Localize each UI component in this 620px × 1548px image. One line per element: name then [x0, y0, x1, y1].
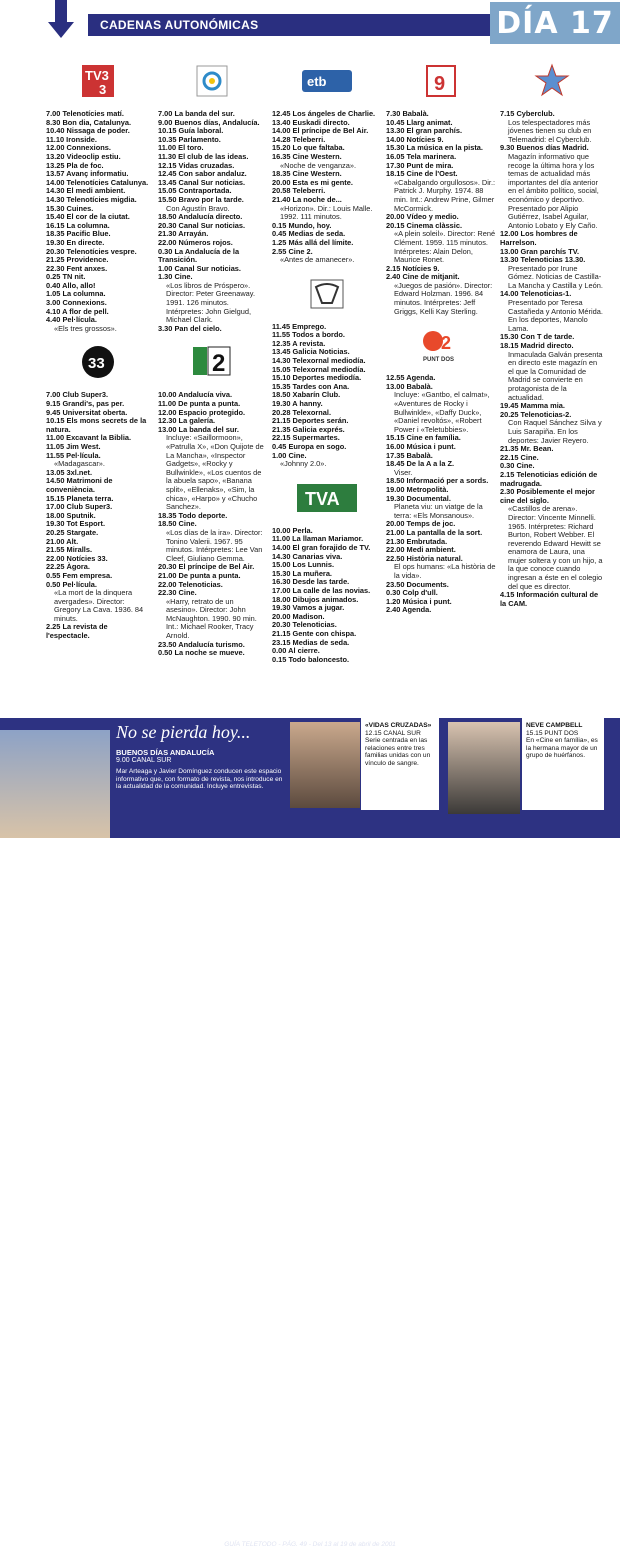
- program-title: 15.30 La música en la pista.: [386, 143, 483, 153]
- schedule-entry: [46, 623, 150, 640]
- punt-dos-logo-icon: [421, 327, 461, 363]
- series-photo: [290, 722, 360, 808]
- program-title: 9.15 Grandi's, pas per.: [46, 399, 125, 409]
- program-note: Incluye: «Saillormoon», «Patrulla X», «Don Quijote de La Mancha», «Inspector Gadgets», «Rocky y Bullwinkle», «Los cuentos de la abuela sapo», «Banana split», «Ellenaks», «Sim, la chica», «Harpo» y «Chucho Sanchez».: [166, 433, 264, 512]
- program-title: 21.55 Miralls.: [46, 545, 93, 555]
- promo-item-2-text: Serie centrada en las relaciones entre tres familias unidas con un vínculo de sangre.: [365, 737, 431, 767]
- svg-text:3: 3: [99, 82, 107, 97]
- program-title: 22.00 Números rojos.: [158, 237, 233, 247]
- schedule-list: [272, 110, 382, 265]
- program-title: 19.30 Tot Esport.: [46, 519, 106, 529]
- svg-text:2: 2: [441, 333, 452, 354]
- program-title: 14.50 Matrimoni de conveniència.: [46, 476, 113, 494]
- program-title: 21.30 Embrutada.: [386, 536, 448, 546]
- program-title: 20.00 Esta es mi gente.: [272, 177, 353, 187]
- program-title: 11.00 De punta a punta.: [158, 399, 241, 409]
- program-title: 17.00 La calle de las novias.: [272, 585, 371, 595]
- program-title: 20.00 Madison.: [272, 611, 325, 621]
- schedule-entry: [158, 649, 266, 658]
- program-title: 2.25 La revista de l'espectacle.: [46, 622, 108, 641]
- program-title: 20.30 Canal Sur noticias.: [158, 220, 246, 230]
- program-title: 16.15 La columna.: [46, 220, 110, 230]
- schedule-entry: [386, 222, 496, 265]
- program-title: 11.00 La llaman Mariamor.: [272, 534, 364, 544]
- program-note: «Juegos de pasión». Director: Edward Holzman. 1996. 84 minutos. Intérpretes: Jeff Griggs, Kelli Kay Sterling.: [394, 280, 493, 316]
- program-title: 15.30 Cuines.: [46, 203, 94, 213]
- program-title: 0.15 Mundo, hoy.: [272, 220, 332, 230]
- program-note: Con Agustín Bravo.: [166, 203, 230, 213]
- promo-item-1-time: 9.00 CANAL SUR: [116, 757, 172, 764]
- program-title: 21.35 Galicia exprés.: [272, 424, 345, 434]
- program-note: «Madagascar».: [54, 459, 105, 469]
- program-note: «Antes de amanecer».: [280, 255, 355, 265]
- canal9-logo-icon: [426, 65, 456, 97]
- program-title: 1.05 La columna.: [46, 289, 106, 299]
- program-title: 20.30 Telenotícies vespre.: [46, 246, 137, 256]
- program-title: 18.50 Xabarín Club.: [272, 390, 341, 400]
- program-note: Presentado por Irune Gómez. Noticias de Castilla-La Mancha y Castilla y León.: [508, 263, 603, 290]
- etb-logo: [272, 58, 382, 104]
- day-title: DÍA 17: [490, 2, 620, 44]
- tv3-logo: [46, 58, 150, 104]
- schedule-entry: [158, 426, 266, 512]
- program-title: 10.40 Nissaga de poder.: [46, 126, 130, 136]
- program-title: 21.35 Mr. Bean.: [500, 444, 554, 454]
- program-title: 21.15 Deportes serán.: [272, 416, 349, 426]
- program-title: 7.00 Telenotícies matí.: [46, 109, 124, 118]
- schedule-entry: [158, 520, 266, 563]
- program-title: 8.30 Bon dia, Catalunya.: [46, 117, 132, 127]
- program-title: 14.00 Telenoticias-1.: [500, 289, 572, 299]
- program-title: 16.35 Cine Western.: [272, 151, 342, 161]
- program-title: 18.50 Andalucía directo.: [158, 212, 243, 222]
- program-title: 16.30 Desde las tarde.: [272, 577, 350, 587]
- program-title: 20.30 Telenoticias.: [272, 620, 337, 630]
- program-title: 12.00 Espacio protegido.: [158, 407, 246, 417]
- program-title: 17.35 Babalà.: [386, 450, 433, 460]
- program-title: 13.57 Avanç informatiu.: [46, 169, 129, 179]
- program-title: 0.15 Todo baloncesto.: [272, 654, 350, 664]
- program-note: «Castillos de arena». Director: Vincente Minnelli. 1965. Intérpretes: Richard Burton, Robert Webber. El reverendo Edward Hewitt se enamora de Laura, una mujer soltera y con un hijo, a la que conoce cuando ingresan a éste en el colegio del que es director.: [508, 504, 603, 591]
- program-note: «Los días de la ira». Director: Tonino Valerii. 1967. 95 minutos. Intérpretes: Lee Van Cleef, Giuliano Gemma.: [166, 527, 263, 563]
- schedule-entry: [46, 452, 150, 469]
- program-title: 13.45 Canal Sur noticias.: [158, 177, 246, 187]
- program-title: 23.15 Medias de seda.: [272, 637, 350, 647]
- promo-item-3-time: 15.15 PUNT DOS: [526, 729, 579, 737]
- program-title: 14.00 El gran forajido de TV.: [272, 542, 371, 552]
- canal-sur-logo-icon: [196, 65, 228, 97]
- program-title: 12.35 A revista.: [272, 338, 326, 348]
- tvg-logo: [272, 271, 382, 317]
- program-title: 21.00 La pantalla de la sort.: [386, 527, 483, 537]
- channel-column-2: [158, 58, 266, 658]
- schedule-entry: [500, 144, 604, 230]
- down-arrow-icon: [48, 0, 74, 40]
- program-title: 0.45 Medias de seda.: [272, 229, 346, 239]
- program-title: 9.45 Universitat oberta.: [46, 407, 128, 417]
- program-title: 0.30 La Andalucía de la Transición.: [158, 246, 240, 265]
- schedule-entry: [500, 110, 604, 144]
- presenter-photo: [0, 730, 110, 838]
- promo-item-3-name: NEVE CAMPBELL: [526, 722, 583, 729]
- program-title: 21.25 Providence.: [46, 255, 109, 265]
- schedule-entry: [46, 316, 150, 333]
- program-title: 4.40 Pel·lícula.: [46, 315, 97, 325]
- program-title: 14.30 El medi ambient.: [46, 186, 126, 196]
- program-title: 0.40 Allo, allo!: [46, 280, 96, 290]
- program-title: 10.00 Andalucía viva.: [158, 390, 233, 400]
- program-title: 17.30 Punt de mira.: [386, 160, 454, 170]
- program-title: 15.30 Con T de tarde.: [500, 332, 575, 342]
- program-title: 2.15 Notícies 9.: [386, 263, 440, 273]
- program-title: 15.30 La muñera.: [272, 568, 332, 578]
- program-title: 4.10 A flor de pell.: [46, 306, 109, 316]
- program-title: 14.00 Notícies 9.: [386, 134, 444, 144]
- program-title: 0.30 Colp d'ull.: [386, 588, 438, 598]
- program-note: Inmaculada Galván presenta en directo este magazín en el que la Comunidad de Madrid se convierte en protagonista de la actualidad.: [508, 349, 603, 402]
- schedule-entry: [272, 196, 382, 222]
- program-title: 18.50 Cine.: [158, 519, 197, 529]
- program-title: 2.55 Cine 2.: [272, 246, 313, 256]
- program-title: 23.50 Documents.: [386, 579, 449, 589]
- schedule-entry: [386, 273, 496, 316]
- schedule-list: [386, 110, 496, 316]
- program-title: 10.15 Guía laboral.: [158, 126, 224, 136]
- svg-text:etb: etb: [307, 74, 327, 89]
- program-title: 21.40 La noche de...: [272, 194, 342, 204]
- punt-dos-logo: [386, 322, 496, 368]
- section-title: CADENAS AUTONÓMICAS: [88, 14, 490, 36]
- program-note: Incluye: «Gantbo, el calmat», «Aventures de Rocky i Bullwinkle», «Daffy Duck», «Daniel revoltós», «Robert Power i «Teletubbies».: [394, 390, 490, 434]
- tva-logo-icon: [297, 484, 357, 512]
- program-title: 0.25 TN nit.: [46, 272, 86, 282]
- program-title: 14.30 Telenotícies migdia.: [46, 194, 137, 204]
- program-title: 3.00 Connexions.: [46, 298, 107, 308]
- schedule-entry: [386, 555, 496, 581]
- program-title: 22.25 Àgora.: [46, 562, 90, 572]
- program-title: 11.45 Emprego.: [272, 321, 327, 331]
- program-note: «Harry, retrato de un asesino». Director: John McNaughton. 1990. 90 min. Int.: Michael Rooker, Tracy Arnold.: [166, 596, 257, 641]
- schedule-list: [272, 323, 382, 469]
- program-title: 15.40 El cor de la ciutat.: [46, 212, 130, 222]
- program-title: 13.40 Euskadi directo.: [272, 117, 350, 127]
- schedule-entry: [158, 325, 266, 334]
- program-note: Presentado por Teresa Castañeda y Antonio Mérida. En los deportes, Manolo Lama.: [508, 298, 603, 333]
- svg-text:9: 9: [434, 73, 446, 95]
- program-title: 16.00 Música i punt.: [386, 442, 456, 451]
- schedule-entry: [386, 383, 496, 435]
- program-title: 0.55 Fem empresa.: [46, 570, 113, 580]
- schedule-list: [158, 110, 266, 333]
- program-title: 1.30 Cine.: [158, 272, 193, 282]
- etb-logo-icon: [302, 70, 352, 92]
- program-title: 10.00 Perla.: [272, 525, 313, 535]
- program-title: 10.15 Els mons secrets de la natura.: [46, 416, 147, 434]
- program-note: «La mort de la dinquera avergades». Director: Gregory La Cava. 1936. 84 minuts.: [54, 588, 144, 623]
- program-title: 12.00 Los hombres de Harrelson.: [500, 229, 578, 247]
- program-title: 2.40 Cine de mitjanit.: [386, 272, 460, 282]
- program-title: 15.15 Planeta terra.: [46, 493, 114, 503]
- k33-logo-icon: [81, 345, 115, 379]
- program-title: 11.05 Jim West.: [46, 442, 101, 451]
- schedule-list: [46, 110, 150, 333]
- schedule-entry: [500, 488, 604, 591]
- promo-title: No se pierda hoy...: [116, 722, 251, 742]
- promo-item-2-name: «VIDAS CRUZADAS»: [365, 722, 432, 729]
- program-title: 18.35 Todo deporte.: [158, 510, 228, 520]
- program-title: 21.00 Alt.: [46, 536, 79, 546]
- svg-text:PUNT DOS: PUNT DOS: [423, 357, 455, 364]
- promo-item-1-text: Mar Arteaga y Javier Domínguez conducen este espacio informativo que, con formato de revista, nos introduce en la actualidad de la comunidad. Incluye entrevistas.: [116, 768, 283, 791]
- program-title: 7.30 Babalà.: [386, 109, 429, 118]
- schedule-entry: [46, 477, 150, 494]
- program-title: 20.58 Teleberri.: [272, 186, 326, 196]
- schedule-entry: [272, 153, 382, 170]
- program-title: 18.45 De la A a la Z.: [386, 459, 455, 469]
- program-title: 17.00 Club Super3.: [46, 502, 113, 512]
- schedule-entry: [46, 581, 150, 624]
- program-title: 13.20 Videoclip estiu.: [46, 151, 121, 161]
- program-title: 13.00 La banda del sur.: [158, 424, 239, 434]
- program-title: 19.00 Metropolità.: [386, 484, 449, 494]
- promo-item-2-time: 12.15 CANAL SUR: [365, 729, 421, 737]
- channel-column-4: [386, 58, 496, 615]
- program-title: 12.45 Con sabor andaluz.: [158, 169, 247, 179]
- schedule-entry: [272, 452, 382, 469]
- program-title: 20.25 Stargate.: [46, 527, 99, 537]
- program-title: 1.00 Cine.: [272, 450, 307, 460]
- tva-logo: [272, 475, 382, 521]
- program-title: 0.00 Al cierre.: [272, 646, 320, 656]
- program-title: 22.00 Telenoticias.: [158, 579, 223, 589]
- program-title: 22.00 Medi ambient.: [386, 545, 456, 555]
- program-title: 13.45 Galicia Noticias.: [272, 347, 350, 357]
- program-note: «Els tres grossos».: [54, 323, 117, 333]
- program-title: 0.50 La noche se mueve.: [158, 648, 245, 658]
- program-title: 10.45 Llarg animat.: [386, 117, 453, 127]
- schedule-entry: [272, 248, 382, 265]
- program-note: «A plein soleil». Director: René Clément. 1959. 115 minutos. Intérpretes: Alain Delon, Maurice Ronet.: [394, 229, 496, 265]
- program-note: Viser.: [394, 467, 413, 477]
- program-title: 22.15 Supermartes.: [272, 433, 340, 443]
- program-title: 20.00 Temps de joc.: [386, 519, 456, 529]
- program-title: 1.00 Canal Sur noticias.: [158, 263, 241, 273]
- program-title: 12.15 Vidas cruzadas.: [158, 160, 235, 170]
- schedule-entry: [500, 411, 604, 445]
- schedule-entry: [500, 471, 604, 488]
- program-title: 11.00 El toro.: [158, 143, 204, 153]
- program-title: 18.35 Pacific Blue.: [46, 229, 111, 239]
- program-title: 9.30 Buenos días Madrid.: [500, 143, 589, 153]
- tv3-logo-icon: [81, 64, 115, 98]
- program-title: 22.15 Cine.: [500, 452, 539, 462]
- program-title: 18.00 Dibujos animados.: [272, 594, 359, 604]
- program-title: 2.30 Posiblemente el mejor cine del siglo.: [500, 487, 595, 505]
- program-title: 11.10 Ironside.: [46, 134, 97, 144]
- program-title: 22.30 Fent anxes.: [46, 263, 108, 273]
- program-title: 19.45 Mamma mia.: [500, 401, 565, 411]
- k33-logo: [46, 339, 150, 385]
- program-title: 14.00 El príncipe de Bel Air.: [272, 126, 369, 136]
- program-title: 20.15 Cinema clàssic.: [386, 220, 463, 230]
- svg-text:TVA: TVA: [305, 488, 340, 509]
- program-title: 11.55 Pel·lícula.: [46, 450, 101, 460]
- program-title: 18.35 Cine Western.: [272, 169, 342, 179]
- program-title: 18.15 Cine de l'Oest.: [386, 169, 458, 179]
- program-note: «Noche de venganza».: [280, 160, 357, 170]
- program-title: 15.05 Telexornal mediodía.: [272, 364, 366, 374]
- program-title: 2.15 Telenoticias edición de madrugada.: [500, 469, 598, 488]
- schedule-list: [272, 527, 382, 665]
- program-title: 22.50 Història natural.: [386, 553, 463, 563]
- schedule-entry: [500, 290, 604, 333]
- program-title: 20.25 Telenoticias-2.: [500, 409, 572, 419]
- program-title: 19.30 En directe.: [46, 237, 105, 247]
- program-title: 4.15 Información cultural de la CAM.: [500, 590, 599, 608]
- program-title: 14.00 Telenotícies Catalunya.: [46, 177, 149, 187]
- channel-column-5: [500, 58, 604, 608]
- svg-text:33: 33: [88, 355, 105, 373]
- program-note: Planeta viu: un viatge de la terra: «Els Monsanous».: [394, 502, 483, 520]
- program-title: 18.15 Madrid directo.: [500, 341, 574, 351]
- program-title: 12.00 Connexions.: [46, 143, 111, 153]
- schedule-entry: [386, 460, 496, 477]
- canal2-logo: [158, 339, 266, 385]
- program-title: 15.15 Cine en família.: [386, 433, 461, 443]
- program-note: Con Raquel Sánchez Silva y Luis Sarapiña. En los deportes: Javier Reyero.: [508, 418, 602, 445]
- schedule-entry: [500, 591, 604, 608]
- program-title: 12.55 Agenda.: [386, 373, 436, 383]
- program-title: 12.30 La galería.: [158, 416, 216, 426]
- program-title: 15.10 Deportes mediodía.: [272, 373, 362, 383]
- program-title: 3.30 Pan del cielo.: [158, 323, 222, 333]
- program-title: 11.00 Excavant la Biblia.: [46, 433, 132, 443]
- program-title: 15.35 Tardes con Ana.: [272, 381, 350, 391]
- program-title: 18.50 Informació per a sords.: [386, 476, 489, 486]
- program-title: 15.05 Contraportada.: [158, 186, 232, 196]
- schedule-entry: [386, 170, 496, 213]
- schedule-entry: [158, 248, 266, 265]
- program-title: 7.00 Club Super3.: [46, 390, 109, 400]
- program-title: 22.00 Notícies 33.: [46, 553, 108, 563]
- program-title: 16.05 Tela marinera.: [386, 151, 457, 161]
- program-title: 22.30 Cine.: [158, 588, 197, 598]
- program-title: 15.50 Bravo por la tarde.: [158, 194, 244, 204]
- program-title: 2.40 Agenda.: [386, 605, 432, 615]
- schedule-list: [386, 374, 496, 615]
- program-title: 9.00 Buenos días, Andalucía.: [158, 117, 260, 127]
- promo-strip: [0, 718, 620, 1548]
- program-title: 19.30 Documental.: [386, 493, 451, 503]
- schedule-entry: [500, 230, 604, 247]
- program-title: 13.00 Babalà.: [386, 381, 433, 391]
- program-title: 21.00 De punta a punta.: [158, 570, 241, 580]
- schedule-entry: [158, 196, 266, 213]
- program-title: 11.30 El club de las ideas.: [158, 151, 249, 161]
- promo-item-3-text: En «Cine en família», es la hermana mayor de un grupo de huérfanos.: [526, 737, 598, 760]
- canal-sur-logo: [158, 58, 266, 104]
- program-title: 1.20 Música i punt.: [386, 596, 452, 606]
- program-title: 21.15 Gente con chispa.: [272, 628, 357, 638]
- program-title: 0.45 Europa en sogo.: [272, 442, 347, 451]
- actress-photo: [448, 722, 520, 814]
- program-title: 14.30 Telexornal mediodía.: [272, 356, 366, 366]
- schedule-entry: [46, 417, 150, 434]
- schedule-list: [500, 110, 604, 608]
- page-header: [0, 0, 620, 44]
- canal9-logo: [386, 58, 496, 104]
- program-title: 20.00 Vídeo y medio.: [386, 212, 459, 222]
- schedule-entry: [500, 342, 604, 402]
- program-title: 0.30 Cine.: [500, 461, 535, 471]
- channel-column-3: [272, 58, 382, 664]
- schedule-entry: [158, 589, 266, 641]
- canal2-logo-icon: [192, 345, 232, 379]
- program-title: 23.50 Andalucía turismo.: [158, 639, 245, 649]
- promo-item-3: [522, 718, 604, 810]
- program-note: Los telespectadores más jóvenes tienen su club en Telemadrid: el Cyberclub.: [508, 117, 592, 144]
- program-title: 13.25 Pla de foc.: [46, 160, 104, 170]
- promo-item-2: [361, 718, 439, 810]
- program-note: «Los libros de Próspero». Director: Peter Greenaway. 1991. 126 minutos. Intérpretes: John Gielgud, Michael Clark.: [166, 280, 255, 325]
- telemadrid-star-icon: [534, 64, 570, 98]
- schedule-entry: [272, 656, 382, 665]
- schedule-entry: [386, 606, 496, 615]
- schedule-entry: [386, 495, 496, 521]
- program-title: 0.50 Pel·lícula.: [46, 579, 97, 589]
- tvg-logo-icon: [310, 279, 344, 309]
- program-title: 13.05 3xl.net.: [46, 467, 93, 477]
- program-title: 13.00 Gran parchís TV.: [500, 246, 580, 256]
- page-footer: GUÍA TELETODO - PÁG. 49 - Del 13 al 19 de abril de 2001: [224, 1541, 396, 1548]
- schedule-list: [46, 391, 150, 640]
- program-title: 14.30 Canarias viva.: [272, 551, 343, 561]
- program-note: El ops humans: «La història de la vida».: [394, 562, 496, 580]
- program-note: «Johnny 2.0».: [280, 459, 327, 469]
- program-title: 7.00 La banda del sur.: [158, 109, 235, 118]
- program-title: 19.30 A hanny.: [272, 399, 323, 409]
- channel-column-1: [46, 58, 150, 641]
- svg-text:2: 2: [212, 350, 226, 378]
- program-title: 18.00 Sputnik.: [46, 510, 96, 520]
- telemadrid-logo: [500, 58, 604, 104]
- program-title: 20.30 El príncipe de Bel Air.: [158, 562, 255, 572]
- program-title: 7.15 Cyberclub.: [500, 109, 555, 118]
- program-note: «Cabalgando orgullosos». Dir.: Patrick J. Murphy. 1974. 88 min. Int.: Andrew Prine, Gilmer McCormick.: [394, 177, 496, 213]
- program-title: 13.30 Telenoticias 13.30.: [500, 255, 586, 265]
- schedule-entry: [158, 273, 266, 325]
- program-title: 12.45 Los ángeles de Charlie.: [272, 109, 376, 118]
- program-title: 10.35 Parlamento.: [158, 134, 221, 144]
- promo-item-1-name: BUENOS DÍAS ANDALUCÍA: [116, 748, 215, 757]
- schedule-entry: [500, 256, 604, 290]
- program-title: 20.28 Telexornal.: [272, 407, 332, 417]
- program-title: 15.00 Los Lunnis.: [272, 560, 335, 570]
- program-title: 19.30 Vamos a jugar.: [272, 603, 345, 613]
- program-title: 11.55 Todos a bordo.: [272, 330, 345, 340]
- program-title: 14.28 Teleberri.: [272, 134, 326, 144]
- program-title: 1.25 Más allá del límite.: [272, 237, 354, 247]
- program-note: Magazín informativo que recoge la última hora y los temas de actualidad más importantes del día anterior en el ámbito político, social, económico y deportivo. Presentado por Alipio Gutiérrez, Isabel Aguilar, Antonio Lobato y Ely Caño.: [508, 151, 599, 230]
- schedule-list: [158, 391, 266, 657]
- program-title: 13.30 El gran parchís.: [386, 126, 462, 136]
- program-title: 21.30 Arrayán.: [158, 229, 209, 239]
- program-title: 15.20 Lo que faltaba.: [272, 143, 345, 153]
- program-note: «Horizon». Dir.: Louis Malle. 1992. 111 minutos.: [280, 203, 373, 222]
- svg-text:TV3: TV3: [85, 68, 109, 83]
